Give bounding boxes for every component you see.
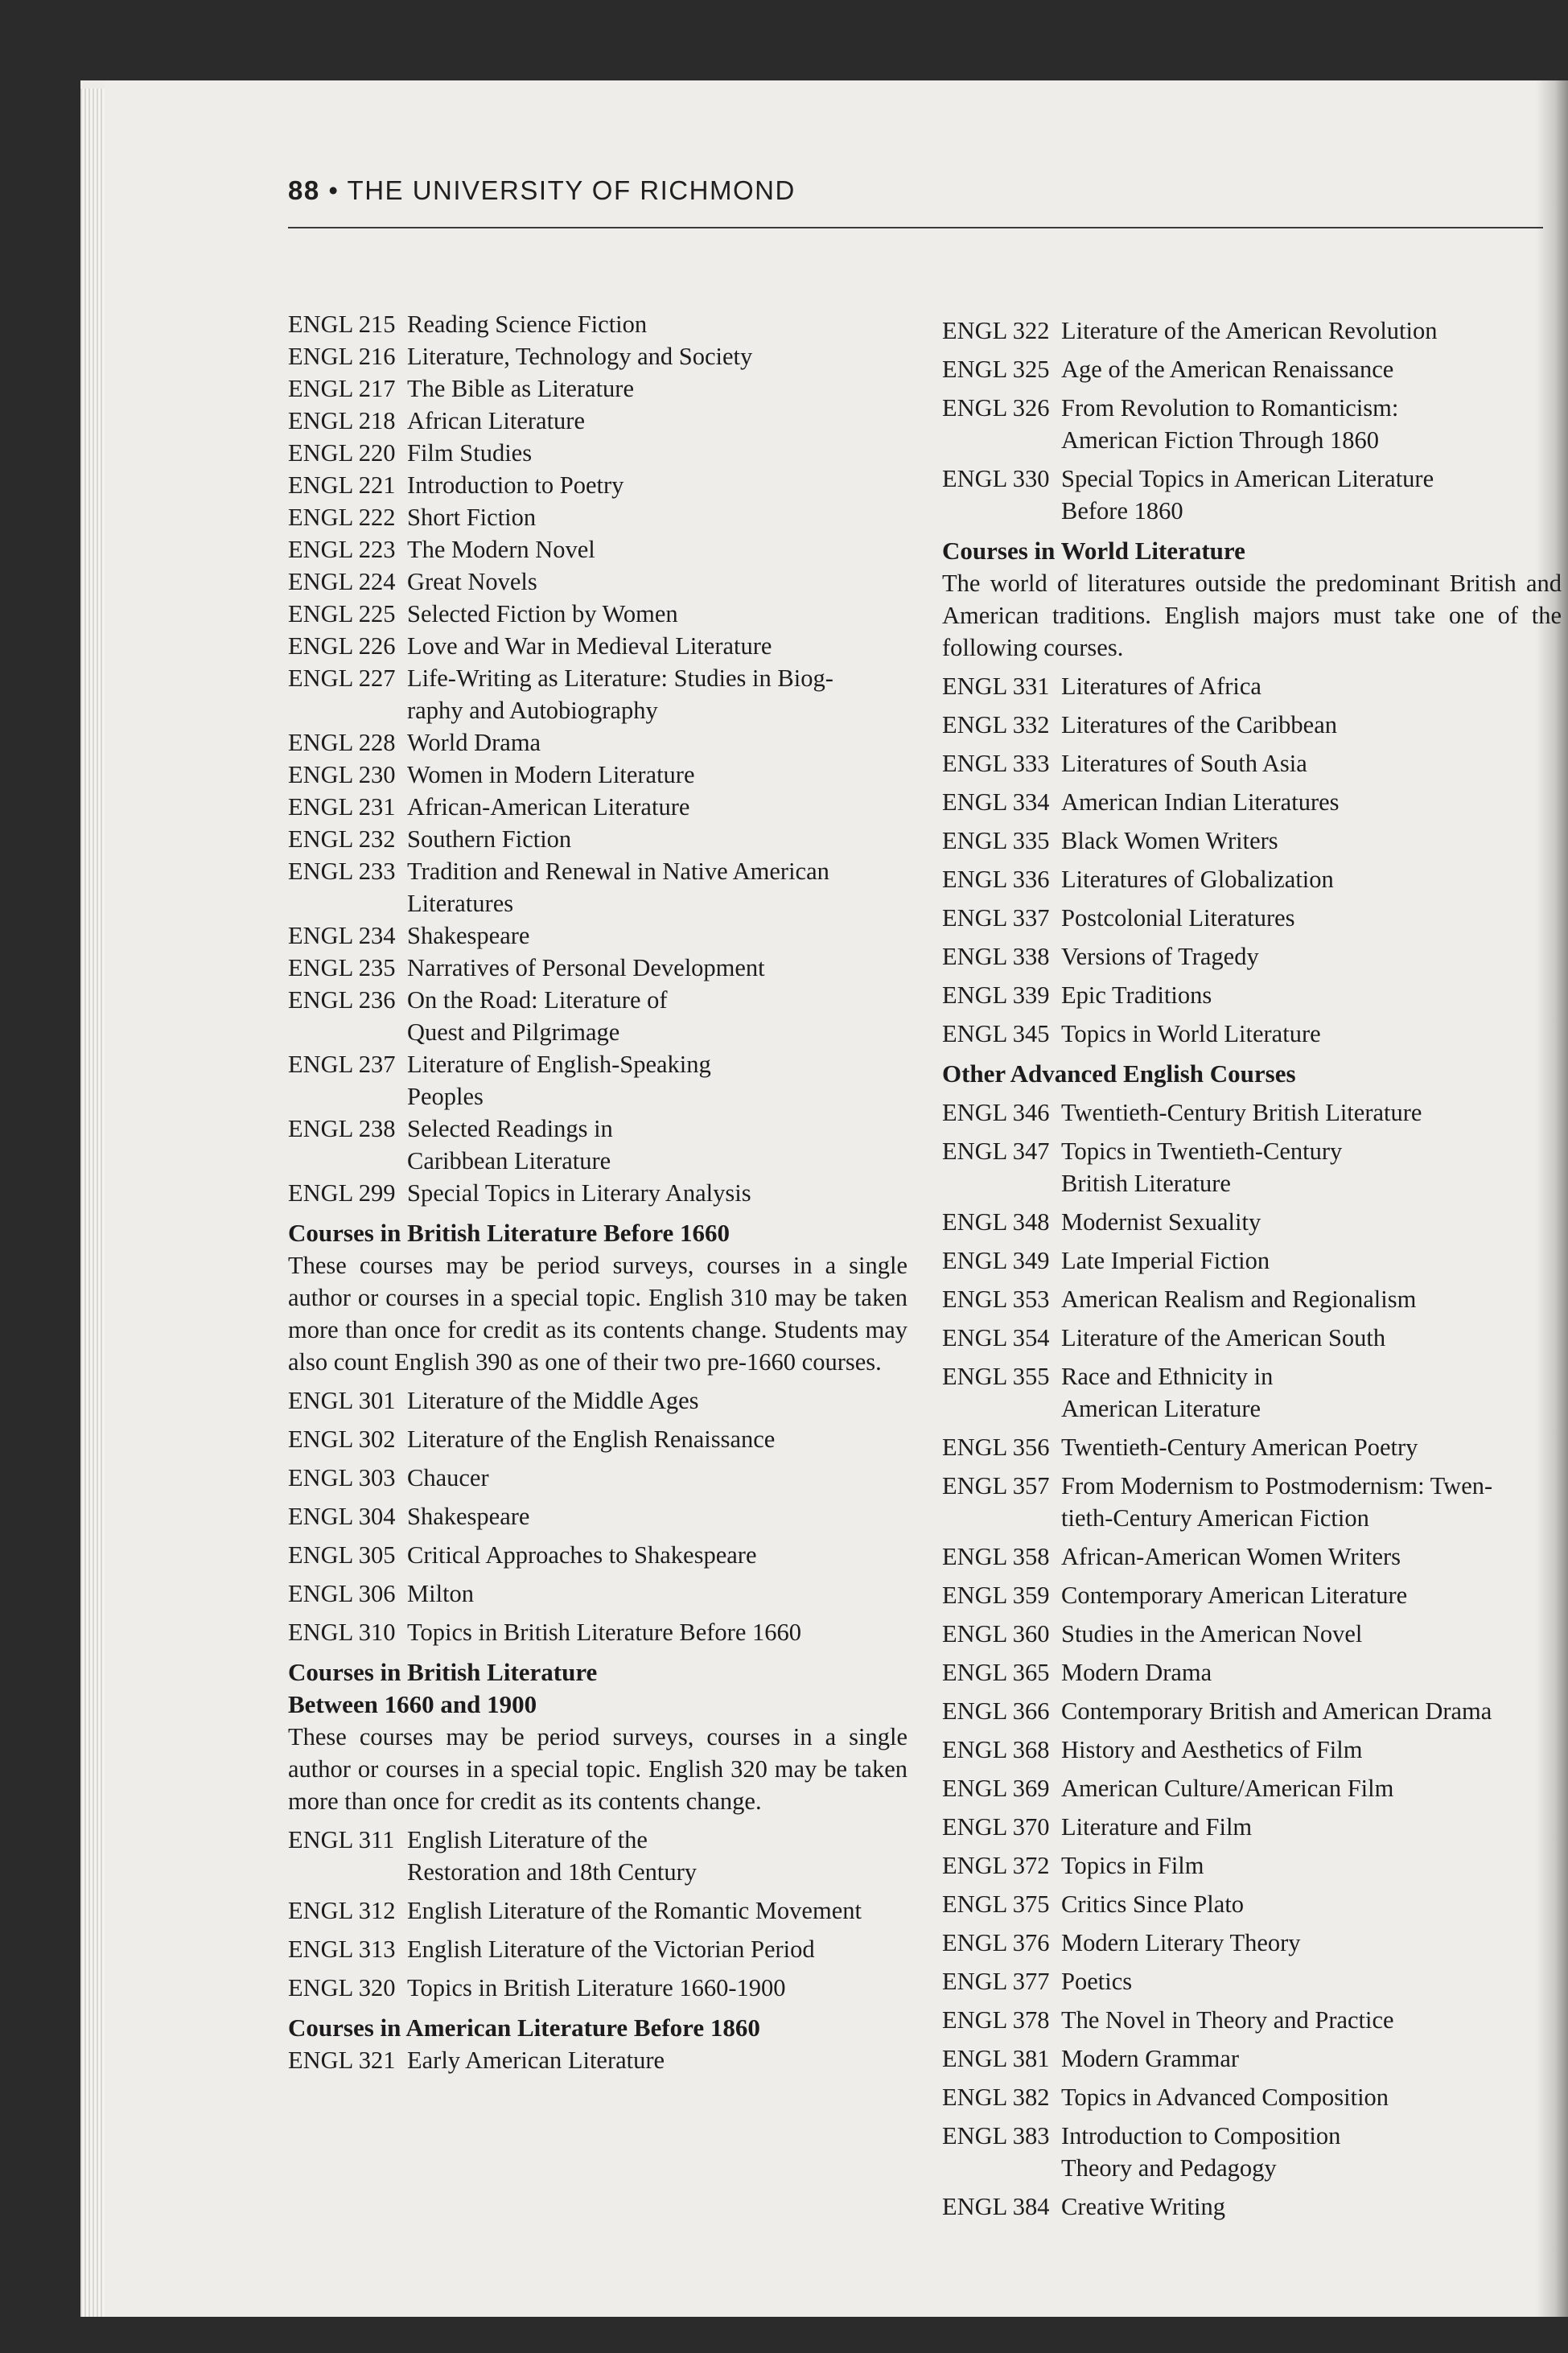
course-title: American Indian Literatures	[1061, 788, 1340, 816]
course-entry	[288, 1894, 907, 1927]
course-entry	[288, 1824, 907, 1888]
course-title: American Culture/American Film	[1061, 1775, 1394, 1802]
course-title: Film Studies	[407, 439, 533, 467]
course-entry	[288, 469, 907, 501]
course-code: ENGL 369	[942, 1775, 1050, 1802]
header-title: THE UNIVERSITY OF RICHMOND	[347, 175, 796, 205]
course-code: ENGL 378	[942, 2006, 1050, 2034]
course-code: ENGL 357	[942, 1472, 1050, 1499]
course-entry	[942, 2191, 1562, 2223]
course-code: ENGL 382	[942, 2084, 1050, 2111]
course-title: On the Road: Literature of Quest and Pilgrimage	[407, 986, 668, 1046]
course-title: Special Topics in Literary Analysis	[407, 1179, 751, 1207]
course-title: Milton	[407, 1580, 475, 1607]
course-code: ENGL 331	[942, 673, 1050, 700]
heading-line-2: Between 1660 and 1900	[288, 1690, 537, 1718]
heading-line-1: Courses in British Literature	[288, 1658, 598, 1686]
course-code: ENGL 322	[942, 317, 1050, 344]
course-list-american-continued	[942, 315, 1562, 527]
course-code: ENGL 365	[942, 1659, 1050, 1686]
course-code: ENGL 368	[942, 1736, 1050, 1763]
course-title: Modern Literary Theory	[1061, 1929, 1301, 1956]
course-title: Shakespeare	[407, 922, 530, 949]
course-code: ENGL 215	[288, 311, 396, 338]
course-code: ENGL 302	[288, 1425, 396, 1453]
course-title: Literatures of South Asia	[1061, 750, 1307, 777]
course-entry	[288, 566, 907, 598]
course-entry	[288, 340, 907, 372]
course-entry	[288, 1972, 907, 2004]
course-entry	[288, 1048, 907, 1113]
section-heading-other-advanced: Other Advanced English Courses	[942, 1059, 1296, 1088]
course-entry	[942, 940, 1562, 973]
course-code: ENGL 303	[288, 1464, 396, 1491]
course-title: English Literature of the Victorian Period	[407, 1935, 815, 1963]
course-entry	[942, 825, 1562, 857]
course-title: Southern Fiction	[407, 825, 572, 853]
course-entry	[942, 2004, 1562, 2036]
course-code: ENGL 321	[288, 2047, 396, 2074]
course-entry	[942, 1096, 1562, 1129]
course-entry	[288, 726, 907, 759]
course-code: ENGL 223	[288, 536, 396, 563]
course-code: ENGL 349	[942, 1247, 1050, 1274]
course-entry	[288, 598, 907, 630]
course-code: ENGL 233	[288, 858, 396, 885]
course-title: Topics in British Literature Before 1660	[407, 1619, 801, 1646]
course-title: World Drama	[407, 729, 541, 756]
course-entry	[942, 315, 1562, 347]
course-title: Literature of the English Renaissance	[407, 1425, 776, 1453]
course-code: ENGL 216	[288, 343, 396, 370]
course-entry	[288, 1177, 907, 1209]
course-code: ENGL 225	[288, 600, 396, 627]
course-code: ENGL 238	[288, 1115, 396, 1142]
course-title: Great Novels	[407, 568, 537, 595]
course-entry	[942, 786, 1562, 818]
course-code: ENGL 346	[942, 1099, 1050, 1126]
course-entry	[942, 1811, 1562, 1843]
section-heading-world: Courses in World Literature	[942, 537, 1245, 565]
course-title: Tradition and Renewal in Native American Literatures	[407, 858, 829, 917]
course-title: Contemporary American Literature	[1061, 1582, 1408, 1609]
course-title: Literatures of Africa	[1061, 673, 1261, 700]
course-title: Literature of the American South	[1061, 1324, 1386, 1351]
course-code: ENGL 231	[288, 793, 396, 821]
running-header	[288, 175, 796, 206]
course-code: ENGL 358	[942, 1543, 1050, 1570]
course-code: ENGL 299	[288, 1179, 396, 1207]
course-code: ENGL 334	[942, 788, 1050, 816]
course-title: From Revolution to Romanticism: American Fiction Through 1860	[1061, 394, 1399, 454]
course-entry	[942, 863, 1562, 895]
course-entry	[942, 1135, 1562, 1199]
course-title: Literatures of Globalization	[1061, 866, 1334, 893]
course-title: Modern Grammar	[1061, 2045, 1240, 2072]
section-heading-british-pre-1660: Courses in British Literature Before 1660	[288, 1219, 730, 1247]
course-title: Critical Approaches to Shakespeare	[407, 1541, 757, 1569]
course-code: ENGL 237	[288, 1051, 396, 1078]
course-title: Shakespeare	[407, 1503, 530, 1530]
course-code: ENGL 232	[288, 825, 396, 853]
course-entry	[288, 2044, 907, 2076]
course-code: ENGL 355	[942, 1363, 1050, 1390]
page-number: 88	[288, 175, 320, 205]
right-column	[942, 308, 1562, 2223]
course-title: Literature of the American Revolution	[1061, 317, 1438, 344]
course-list-200-level	[288, 308, 907, 1209]
course-entry	[942, 670, 1562, 702]
course-code: ENGL 377	[942, 1968, 1050, 1995]
course-entry	[942, 1470, 1562, 1534]
course-code: ENGL 228	[288, 729, 396, 756]
course-code: ENGL 359	[942, 1582, 1050, 1609]
course-entry	[942, 1579, 1562, 1611]
course-code: ENGL 325	[942, 356, 1050, 383]
course-title: Literature, Technology and Society	[407, 343, 753, 370]
course-code: ENGL 347	[942, 1137, 1050, 1165]
course-entry	[942, 1888, 1562, 1920]
course-entry	[942, 1772, 1562, 1804]
course-title: Short Fiction	[407, 504, 537, 531]
course-title: Postcolonial Literatures	[1061, 904, 1295, 932]
course-code: ENGL 348	[942, 1208, 1050, 1236]
course-title: Selected Fiction by Women	[407, 600, 678, 627]
course-entry	[288, 1539, 907, 1571]
course-title: Late Imperial Fiction	[1061, 1247, 1270, 1274]
course-title: Selected Readings in Caribbean Literature	[407, 1115, 613, 1174]
header-bullet: •	[328, 175, 340, 205]
course-title: Topics in British Literature 1660-1900	[407, 1974, 786, 2001]
course-title: Race and Ethnicity in American Literature	[1061, 1363, 1274, 1422]
course-code: ENGL 330	[942, 465, 1050, 492]
course-title: English Literature of the Restoration and 18th Century	[407, 1826, 698, 1886]
course-code: ENGL 366	[942, 1697, 1050, 1725]
course-code: ENGL 345	[942, 1020, 1050, 1047]
course-code: ENGL 222	[288, 504, 396, 531]
course-code: ENGL 375	[942, 1890, 1050, 1918]
course-title: Versions of Tragedy	[1061, 943, 1259, 970]
course-code: ENGL 304	[288, 1503, 396, 1530]
course-entry	[288, 308, 907, 340]
course-entry	[942, 1018, 1562, 1050]
course-entry	[942, 1734, 1562, 1766]
course-title: Narratives of Personal Development	[407, 954, 765, 981]
course-title: Epic Traditions	[1061, 981, 1212, 1009]
course-list-british-1660-1900	[288, 1824, 907, 2004]
course-entry	[288, 1462, 907, 1494]
course-entry	[288, 1616, 907, 1648]
course-code: ENGL 235	[288, 954, 396, 981]
course-title: Topics in World Literature	[1061, 1020, 1321, 1047]
course-entry	[942, 353, 1562, 385]
course-entry	[942, 1283, 1562, 1315]
course-entry	[288, 405, 907, 437]
course-entry	[288, 1500, 907, 1532]
course-entry	[942, 392, 1562, 456]
course-code: ENGL 383	[942, 2122, 1050, 2149]
course-entry	[942, 1695, 1562, 1727]
course-code: ENGL 370	[942, 1813, 1050, 1841]
course-entry	[942, 2120, 1562, 2184]
course-entry	[942, 709, 1562, 741]
course-code: ENGL 301	[288, 1387, 396, 1414]
section-description-british-pre-1660: These courses may be period surveys, courses in a single author or courses in a special topic. English 310 may be taken more than once for credit as its contents change. Students may also count English 390 as one of their two pre-1660 courses.	[288, 1252, 907, 1376]
course-list-american-pre-1860	[288, 2044, 907, 2076]
course-code: ENGL 381	[942, 2045, 1050, 2072]
course-entry	[942, 2081, 1562, 2113]
course-entry	[288, 533, 907, 566]
left-column	[288, 308, 907, 2076]
course-entry	[288, 630, 907, 662]
course-code: ENGL 356	[942, 1434, 1050, 1461]
course-title: Literature of English-Speaking Peoples	[407, 1051, 711, 1110]
course-title: Topics in Advanced Composition	[1061, 2084, 1389, 2111]
course-code: ENGL 310	[288, 1619, 396, 1646]
course-title: Modern Drama	[1061, 1659, 1212, 1686]
course-entry	[288, 952, 907, 984]
course-code: ENGL 224	[288, 568, 396, 595]
course-title: History and Aesthetics of Film	[1061, 1736, 1363, 1763]
course-title: Reading Science Fiction	[407, 311, 648, 338]
course-code: ENGL 326	[942, 394, 1050, 422]
course-code: ENGL 236	[288, 986, 396, 1014]
course-code: ENGL 332	[942, 711, 1050, 738]
course-entry	[288, 855, 907, 919]
course-entry	[288, 501, 907, 533]
course-code: ENGL 338	[942, 943, 1050, 970]
course-title: Age of the American Renaissance	[1061, 356, 1394, 383]
course-code: ENGL 372	[942, 1852, 1050, 1879]
course-code: ENGL 218	[288, 407, 396, 434]
course-title: Twentieth-Century British Literature	[1061, 1099, 1422, 1126]
course-title: Twentieth-Century American Poetry	[1061, 1434, 1418, 1461]
course-code: ENGL 335	[942, 827, 1050, 854]
course-title: African-American Women Writers	[1061, 1543, 1401, 1570]
course-code: ENGL 337	[942, 904, 1050, 932]
course-code: ENGL 234	[288, 922, 396, 949]
course-title: Life-Writing as Literature: Studies in Biog- raphy and Autobiography	[407, 664, 833, 724]
course-entry	[942, 1656, 1562, 1689]
course-code: ENGL 305	[288, 1541, 396, 1569]
course-entry	[942, 1541, 1562, 1573]
course-title: Studies in the American Novel	[1061, 1620, 1363, 1648]
course-entry	[288, 823, 907, 855]
course-entry	[942, 1322, 1562, 1354]
course-code: ENGL 339	[942, 981, 1050, 1009]
course-title: Literature of the Middle Ages	[407, 1387, 699, 1414]
course-title: Early American Literature	[407, 2047, 665, 2074]
course-title: From Modernism to Postmodernism: Twen- tieth-Century American Fiction	[1061, 1472, 1493, 1532]
course-title: Women in Modern Literature	[407, 761, 695, 788]
course-title: Topics in Twentieth-Century British Literature	[1061, 1137, 1343, 1197]
course-code: ENGL 376	[942, 1929, 1050, 1956]
course-entry	[942, 1965, 1562, 1997]
course-title: Black Women Writers	[1061, 827, 1278, 854]
course-title: The Bible as Literature	[407, 375, 635, 402]
course-code: ENGL 217	[288, 375, 396, 402]
course-entry	[942, 1849, 1562, 1882]
course-title: Chaucer	[407, 1464, 489, 1491]
section-heading-american-pre-1860: Courses in American Literature Before 1860	[288, 2014, 760, 2042]
course-code: ENGL 360	[942, 1620, 1050, 1648]
course-title: Love and War in Medieval Literature	[407, 632, 772, 660]
course-entry	[288, 1578, 907, 1610]
course-code: ENGL 320	[288, 1974, 396, 2001]
course-title: Literature and Film	[1061, 1813, 1253, 1841]
course-entry	[288, 662, 907, 726]
section-heading-british-1660-1900	[288, 1656, 907, 1721]
course-code: ENGL 230	[288, 761, 396, 788]
section-description-british-1660-1900: These courses may be period surveys, courses in a single author or courses in a special topic. English 320 may be taken more than once for credit as its contents change.	[288, 1723, 907, 1815]
course-title: Introduction to Composition Theory and Pedagogy	[1061, 2122, 1341, 2182]
course-code: ENGL 312	[288, 1897, 396, 1924]
course-entry	[288, 984, 907, 1048]
course-list-british-pre-1660	[288, 1384, 907, 1648]
book-fore-edge	[80, 88, 105, 2317]
course-title: Poetics	[1061, 1968, 1133, 1995]
course-entry	[942, 463, 1562, 527]
course-entry	[288, 759, 907, 791]
course-code: ENGL 221	[288, 471, 396, 499]
course-entry	[942, 1206, 1562, 1238]
course-entry	[288, 1384, 907, 1417]
course-entry	[288, 1423, 907, 1455]
course-list-other-advanced	[942, 1096, 1562, 2223]
course-code: ENGL 306	[288, 1580, 396, 1607]
course-code: ENGL 313	[288, 1935, 396, 1963]
course-code: ENGL 336	[942, 866, 1050, 893]
course-entry	[942, 902, 1562, 934]
course-list-world	[942, 670, 1562, 1050]
course-code: ENGL 226	[288, 632, 396, 660]
course-title: African-American Literature	[407, 793, 690, 821]
course-title: Contemporary British and American Drama	[1061, 1697, 1492, 1725]
course-entry	[288, 1933, 907, 1965]
course-entry	[942, 979, 1562, 1011]
course-title: The Novel in Theory and Practice	[1061, 2006, 1394, 2034]
course-title: Literatures of the Caribbean	[1061, 711, 1337, 738]
header-rule	[288, 227, 1543, 228]
course-entry	[942, 2042, 1562, 2075]
course-entry	[288, 919, 907, 952]
course-code: ENGL 353	[942, 1286, 1050, 1313]
course-entry	[288, 437, 907, 469]
course-code: ENGL 220	[288, 439, 396, 467]
course-title: Critics Since Plato	[1061, 1890, 1245, 1918]
course-code: ENGL 311	[288, 1826, 395, 1853]
course-entry	[942, 747, 1562, 780]
course-title: African Literature	[407, 407, 585, 434]
course-title: The Modern Novel	[407, 536, 595, 563]
section-description-world: The world of literatures outside the predominant British and American traditions. English majors must take one of the following courses.	[942, 570, 1562, 661]
course-code: ENGL 354	[942, 1324, 1050, 1351]
course-entry	[942, 1360, 1562, 1425]
course-title: Creative Writing	[1061, 2193, 1226, 2220]
course-title: Topics in Film	[1061, 1852, 1204, 1879]
course-code: ENGL 384	[942, 2193, 1050, 2220]
course-entry	[288, 1113, 907, 1177]
course-entry	[288, 372, 907, 405]
course-code: ENGL 227	[288, 664, 396, 692]
course-entry	[288, 791, 907, 823]
course-entry	[942, 1431, 1562, 1463]
course-title: American Realism and Regionalism	[1061, 1286, 1417, 1313]
course-title: Modernist Sexuality	[1061, 1208, 1261, 1236]
course-title: English Literature of the Romantic Movement	[407, 1897, 862, 1924]
course-entry	[942, 1927, 1562, 1959]
course-entry	[942, 1244, 1562, 1277]
course-title: Introduction to Poetry	[407, 471, 624, 499]
course-entry	[942, 1618, 1562, 1650]
course-code: ENGL 333	[942, 750, 1050, 777]
course-title: Special Topics in American Literature Before 1860	[1061, 465, 1434, 524]
